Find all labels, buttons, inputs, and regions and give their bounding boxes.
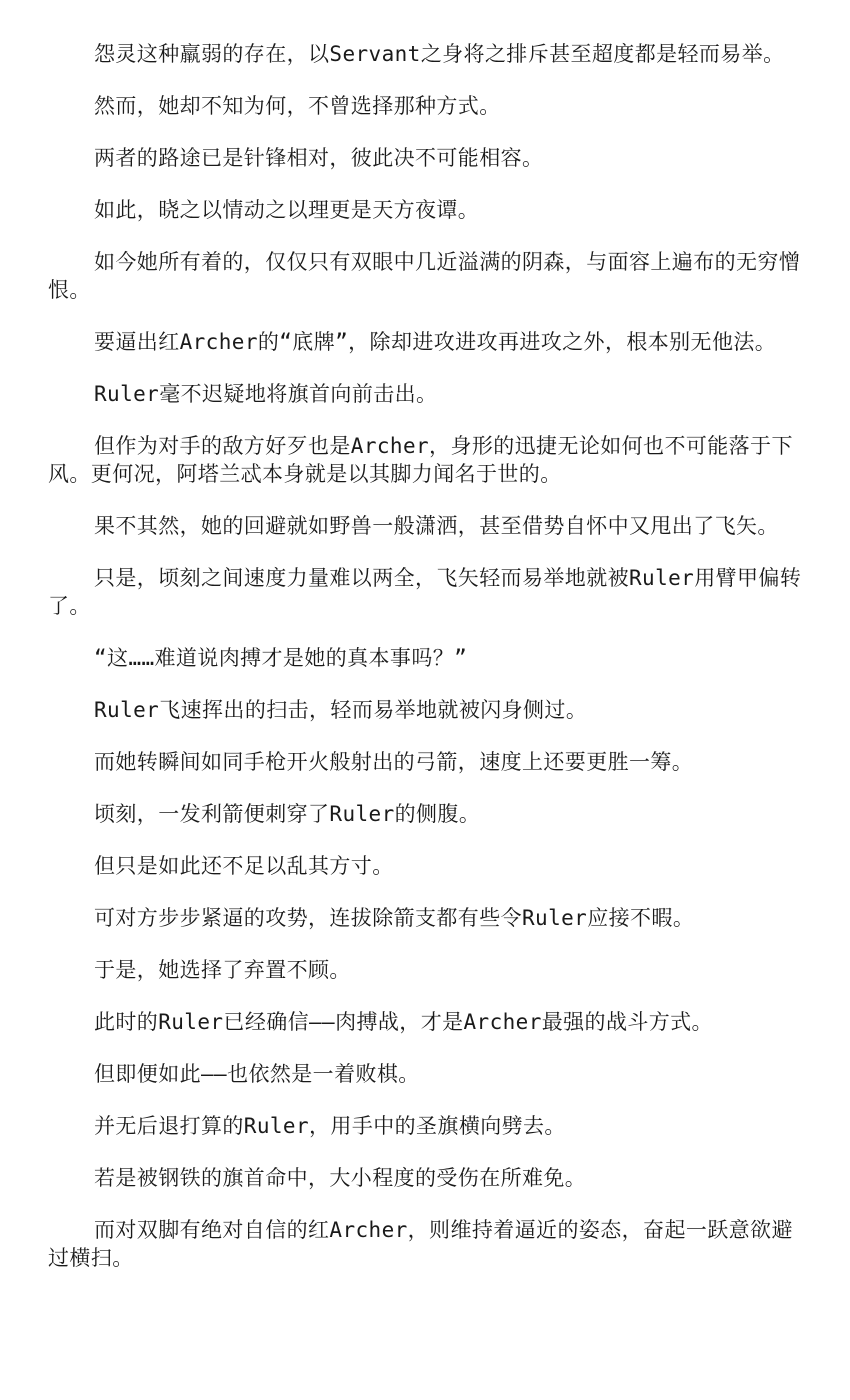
paragraph: “这……难道说肉搏才是她的真本事吗？” (94, 646, 468, 670)
paragraph: 怨灵这种羸弱的存在，以Servant之身将之排斥甚至超度都是轻而易举。 (94, 42, 785, 66)
paragraph: 然而，她却不知为何，不曾选择那种方式。 (94, 94, 501, 118)
paragraph: 两者的路途已是针锋相对，彼此决不可能相容。 (94, 146, 544, 170)
paragraph: 可对方步步紧逼的攻势，连拔除箭支都有些令Ruler应接不暇。 (94, 906, 695, 930)
paragraph: 于是，她选择了弃置不顾。 (94, 958, 351, 982)
paragraph: 并无后退打算的Ruler，用手中的圣旗横向劈去。 (94, 1114, 566, 1138)
document-page (48, 40, 808, 1296)
paragraph: 只是，顷刻之间速度力量难以两全，飞矢轻而易举地就被Ruler用臂甲偏转了。 (48, 566, 802, 618)
paragraph: 但作为对手的敌方好歹也是Archer，身形的迅捷无论如何也不可能落于下风。更何况，阿塔兰忒本身就是以其脚力闻名于世的。 (48, 434, 793, 486)
paragraph: 如今她所有着的，仅仅只有双眼中几近溢满的阴森，与面容上遍布的无穷憎恨。 (48, 250, 801, 302)
paragraph: 果不其然，她的回避就如野兽一般潇洒，甚至借势自怀中又甩出了飞矢。 (94, 514, 779, 538)
paragraph: 如此，晓之以情动之以理更是天方夜谭。 (94, 198, 480, 222)
paragraph: 此时的Ruler已经确信——肉搏战，才是Archer最强的战斗方式。 (94, 1010, 713, 1034)
paragraph: 而对双脚有绝对自信的红Archer，则维持着逼近的姿态，奋起一跃意欲避过横扫。 (48, 1218, 793, 1270)
paragraph: 但即便如此——也依然是一着败棋。 (94, 1062, 420, 1086)
paragraph: 但只是如此还不足以乱其方寸。 (94, 854, 394, 878)
paragraph: 而她转瞬间如同手枪开火般射出的弓箭，速度上还要更胜一筹。 (94, 750, 694, 774)
paragraph: 顷刻，一发利箭便刺穿了Ruler的侧腹。 (94, 802, 481, 826)
paragraph: Ruler毫不迟疑地将旗首向前击出。 (94, 382, 438, 406)
paragraph: 若是被钢铁的旗首命中，大小程度的受伤在所难免。 (94, 1166, 587, 1190)
paragraph: Ruler飞速挥出的扫击，轻而易举地就被闪身侧过。 (94, 698, 588, 722)
paragraph: 要逼出红Archer的“底牌”，除却进攻进攻再进攻之外，根本别无他法。 (94, 330, 777, 354)
